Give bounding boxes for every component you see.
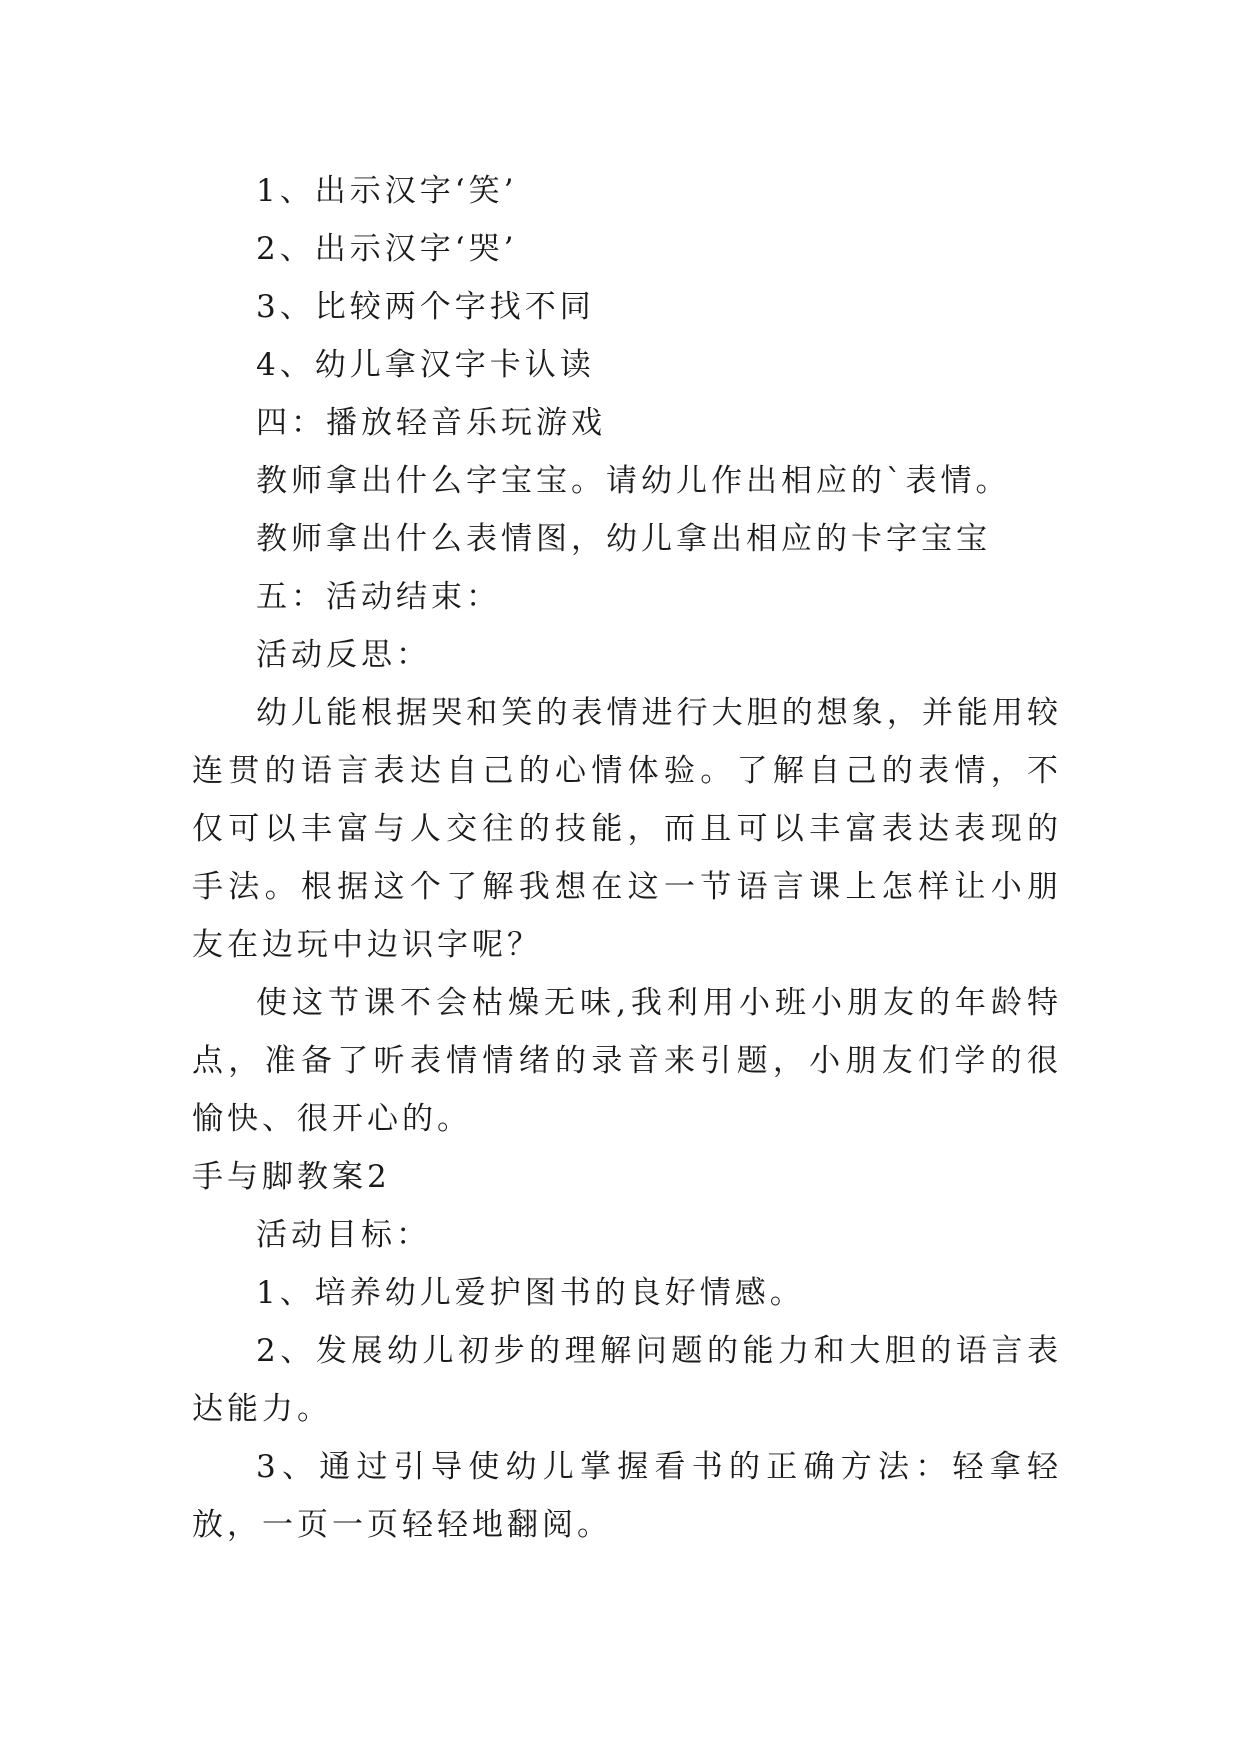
goal-item-2: 2、发展幼儿初步的理解问题的能力和大胆的语言表达能力。 <box>192 1333 1062 1427</box>
reflection-heading: 活动反思： <box>256 637 431 673</box>
document-body <box>192 162 1062 1554</box>
step-line-1: 1、出示汉字‘笑’ <box>256 173 518 209</box>
game-instruction-1: 教师拿出什么字宝宝。请幼儿作出相应的`表情。 <box>256 463 1011 499</box>
goal-item-1: 1、培养幼儿爱护图书的良好情感。 <box>256 1275 805 1311</box>
step-line-2: 2、出示汉字‘哭’ <box>256 231 518 267</box>
goal-item-3: 3、通过引导使幼儿掌握看书的正确方法：轻拿轻放，一页一页轻轻地翻阅。 <box>192 1449 1062 1543</box>
goals-heading: 活动目标： <box>256 1217 431 1253</box>
reflection-paragraph-2: 使这节课不会枯燥无味,我利用小班小朋友的年龄特点，准备了听表情情绪的录音来引题，小朋友们学的很愉快、很开心的。 <box>192 985 1062 1137</box>
step-line-4: 4、幼儿拿汉字卡认读 <box>256 347 595 383</box>
step-line-3: 3、比较两个字找不同 <box>256 289 595 325</box>
section-title: 手与脚教案2 <box>192 1159 391 1195</box>
reflection-paragraph-1: 幼儿能根据哭和笑的表情进行大胆的想象，并能用较连贯的语言表达自己的心情体验。了解自己的表情，不仅可以丰富与人交往的技能，而且可以丰富表达表现的手法。根据这个了解我想在这一节语言课上怎样让小朋友在边玩中边识字呢？ <box>192 695 1062 963</box>
section-five-heading: 五：活动结束： <box>256 579 501 615</box>
section-four-heading: 四：播放轻音乐玩游戏 <box>256 405 606 441</box>
game-instruction-2: 教师拿出什么表情图，幼儿拿出相应的卡字宝宝 <box>256 521 991 557</box>
